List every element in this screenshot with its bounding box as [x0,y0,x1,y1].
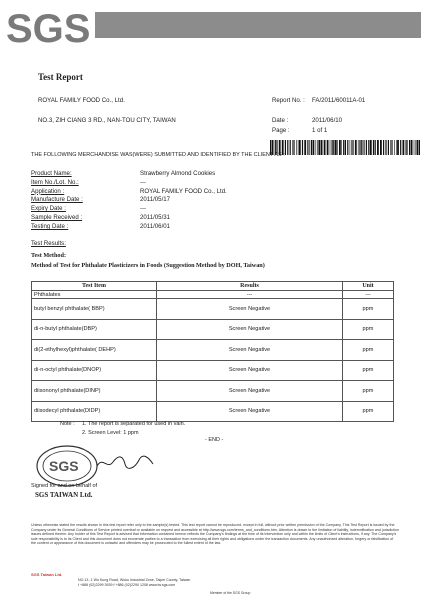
row-unit: ppm [343,299,394,320]
row-result: Screen Negative [157,381,343,402]
test-method-text: Method of Test for Phthalate Plasticizers in Foods (Suggestion Method by DOH, Taiwan) [31,262,265,269]
group-result: --- [157,291,343,299]
report-date: 2011/06/10 [312,117,343,124]
row-item: di(2-ethylhexyl)phthalate( DEHP) [32,340,157,361]
group-unit: --- [343,291,394,299]
col-test-item: Test Item [32,282,157,291]
group-item: Phthalates [32,291,157,299]
row-result: Screen Negative [157,340,343,361]
results-table [31,281,394,422]
field-label: Sample Received : [31,214,83,221]
table-row [32,319,394,340]
row-unit: ppm [343,360,394,381]
field-label: Testing Date : [31,222,69,230]
field-label: Item No./Lot. No.: [31,178,79,186]
table-row [32,381,394,402]
note-2: 2. Screen Level: 1 ppm [82,430,139,436]
date-label: Date : [272,117,289,124]
field-value: ROYAL FAMILY FOOD Co., Ltd. [140,187,227,195]
field-value: 2011/06/01 [140,222,171,230]
row-unit: ppm [343,340,394,361]
footer-brand: SGS Taiwan Ltd. [31,572,63,577]
signature-company: SGS TAIWAN Ltd. [35,491,93,499]
row-unit: ppm [343,381,394,402]
row-item: di-n-butyl phthalate(DBP) [32,319,157,340]
note-1: 1. The report is separated for used in vain. [82,421,186,427]
row-result: Screen Negative [157,319,343,340]
footer-phone: t +886 (02)2299 3939 f +886 (02)2290 1208 www.tw.sgs.com [78,583,176,587]
svg-text:SGS: SGS [6,7,90,50]
col-unit: Unit [343,282,394,291]
field-value: 2011/05/31 [140,214,171,221]
row-item: diisodecyl phthalate(DIDP) [32,401,157,422]
page-number: 1 of 1 [312,127,328,134]
row-item: diisononyl phthalate(DINP) [32,381,157,402]
barcode [270,140,420,155]
report-no: FA/2011/60011A-01 [312,97,366,104]
table-row-group [32,291,394,299]
table-row [32,401,394,422]
row-result: Screen Negative [157,401,343,422]
row-item: di-n-octyl phthalate(DNOP) [32,360,157,381]
field-label: Expiry Date : [31,205,66,213]
field-label: Application : [31,187,65,195]
test-results-label: Test Results: [31,240,66,247]
header-band [95,12,421,38]
merchandise-statement: THE FOLLOWING MERCHANDISE WAS(WERE) SUBMITTED AND IDENTIFIED BY THE CLIENT AS : [31,152,285,158]
footer-member: Member of the SGS Group [210,591,251,595]
fine-print: Unless otherwise stated the results shown in this test report refer only to the sample(s) tested. This test report cannot be reproduced, except in full, without prior written permission of the Company. This Test Report is issued by the Company under its General Conditions of Service printed overleaf or available on request and accessible at http://www.sgs.com/terms_and_conditions.htm. Attention is drawn to the limitation of liability, indemnification and jurisdiction issues defined therein. Any holder of this Test Report is advised that information contained hereon reflects the Company's findings at the time of its intervention only and within the limits of Client's instructions, if any. The Company's sole responsibility is to its Client and this document does not exonerate parties to a transaction from exercising all their rights and obligations under the transaction documents. Any unauthorized alteration, forgery or falsification of the content or appearance of this document is unlawful and offenders may be prosecuted to the fullest extent of the law. [31,523,399,545]
field-label: Manufacture Date : [31,196,83,204]
signed-for: Signed for and on behalf of [31,483,98,489]
sgs-logo [4,6,90,50]
table-row [32,299,394,320]
note-label: Note : [60,421,75,427]
end-marker: - END - [205,437,224,443]
row-unit: ppm [343,319,394,340]
client-company: ROYAL FAMILY FOOD Co., Ltd. [38,97,125,104]
row-result: Screen Negative [157,299,343,320]
field-value: Strawberry Almond Cookies [140,170,216,177]
field-value: --- [140,178,147,186]
handwritten-signature [95,452,155,472]
table-row [32,360,394,381]
field-value: 2011/05/17 [140,196,171,204]
page-title: Test Report [38,72,83,82]
col-results: Results [157,282,343,291]
field-value: --- [140,205,147,213]
row-unit: ppm [343,401,394,422]
footer-address: NO.13 -1 Wu Kung Road, Wuku Industrial Zone, Taipei County, Taiwan [78,578,191,582]
test-method-heading: Test Method: [31,252,67,259]
svg-text:SGS: SGS [49,458,79,474]
table-row [32,340,394,361]
row-item: butyl benzyl phthalate( BBP) [32,299,157,320]
report-no-label: Report No. : [272,97,305,104]
field-label: Product Name: [31,170,72,177]
row-result: Screen Negative [157,360,343,381]
client-address: NO.3, ZIH CIANG 3 RD., NAN-TOU CITY, TAIWAN [38,117,176,124]
page-label: Page : [272,127,290,134]
